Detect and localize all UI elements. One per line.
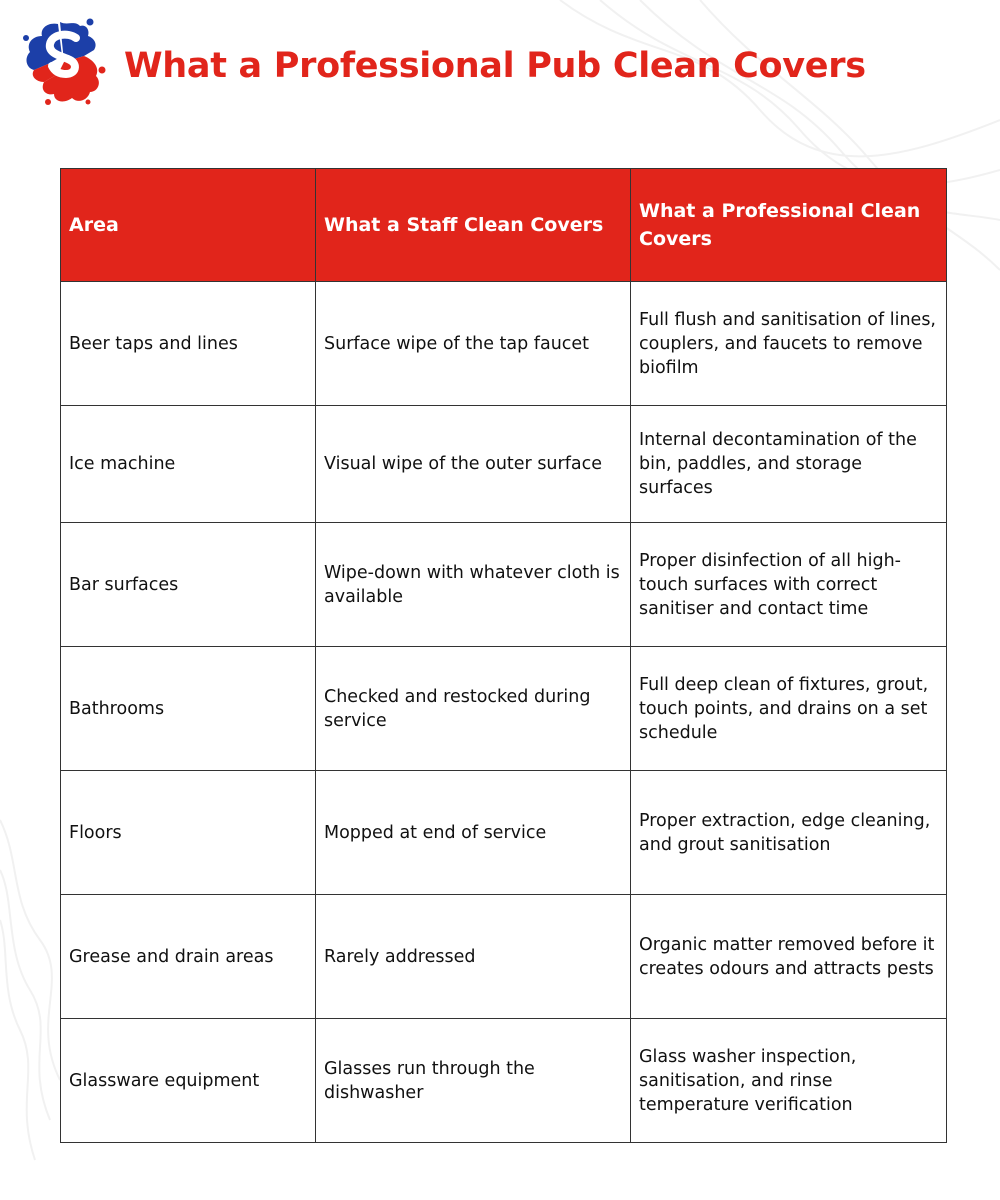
table-row xyxy=(61,523,947,647)
table-header-row xyxy=(61,169,947,282)
header-area: Area xyxy=(61,169,316,282)
cell-area: Bar surfaces xyxy=(61,523,316,647)
table-row xyxy=(61,895,947,1019)
cell-professional-clean: Full flush and sanitisation of lines, couplers, and faucets to remove biofilm xyxy=(631,282,947,406)
cell-staff-clean: Surface wipe of the tap faucet xyxy=(316,282,631,406)
cell-staff-clean: Wipe-down with whatever cloth is available xyxy=(316,523,631,647)
cell-professional-clean: Proper disinfection of all high-touch surfaces with correct sanitiser and contact time xyxy=(631,523,947,647)
table-row xyxy=(61,647,947,771)
cell-staff-clean: Visual wipe of the outer surface xyxy=(316,406,631,523)
cell-professional-clean: Organic matter removed before it creates odours and attracts pests xyxy=(631,895,947,1019)
page-title: What a Professional Pub Clean Covers xyxy=(124,46,866,86)
comparison-table xyxy=(60,168,947,1143)
cell-area: Beer taps and lines xyxy=(61,282,316,406)
cell-staff-clean: Glasses run through the dishwasher xyxy=(316,1019,631,1143)
cell-professional-clean: Internal decontamination of the bin, paddles, and storage surfaces xyxy=(631,406,947,523)
cell-professional-clean: Proper extraction, edge cleaning, and grout sanitisation xyxy=(631,771,947,895)
cell-area: Floors xyxy=(61,771,316,895)
cell-staff-clean: Checked and restocked during service xyxy=(316,647,631,771)
table-row xyxy=(61,771,947,895)
cell-professional-clean: Full deep clean of fixtures, grout, touch points, and drains on a set schedule xyxy=(631,647,947,771)
header-professional-clean: What a Professional Clean Covers xyxy=(631,169,947,282)
splash-s-logo-icon xyxy=(18,16,108,106)
cell-area: Ice machine xyxy=(61,406,316,523)
cell-area: Bathrooms xyxy=(61,647,316,771)
table-row xyxy=(61,1019,947,1143)
header-staff-clean: What a Staff Clean Covers xyxy=(316,169,631,282)
cell-area: Glassware equipment xyxy=(61,1019,316,1143)
cell-staff-clean: Rarely addressed xyxy=(316,895,631,1019)
cell-area: Grease and drain areas xyxy=(61,895,316,1019)
cell-staff-clean: Mopped at end of service xyxy=(316,771,631,895)
cell-professional-clean: Glass washer inspection, sanitisation, and rinse temperature verification xyxy=(631,1019,947,1143)
table-row xyxy=(61,282,947,406)
table-row xyxy=(61,406,947,523)
